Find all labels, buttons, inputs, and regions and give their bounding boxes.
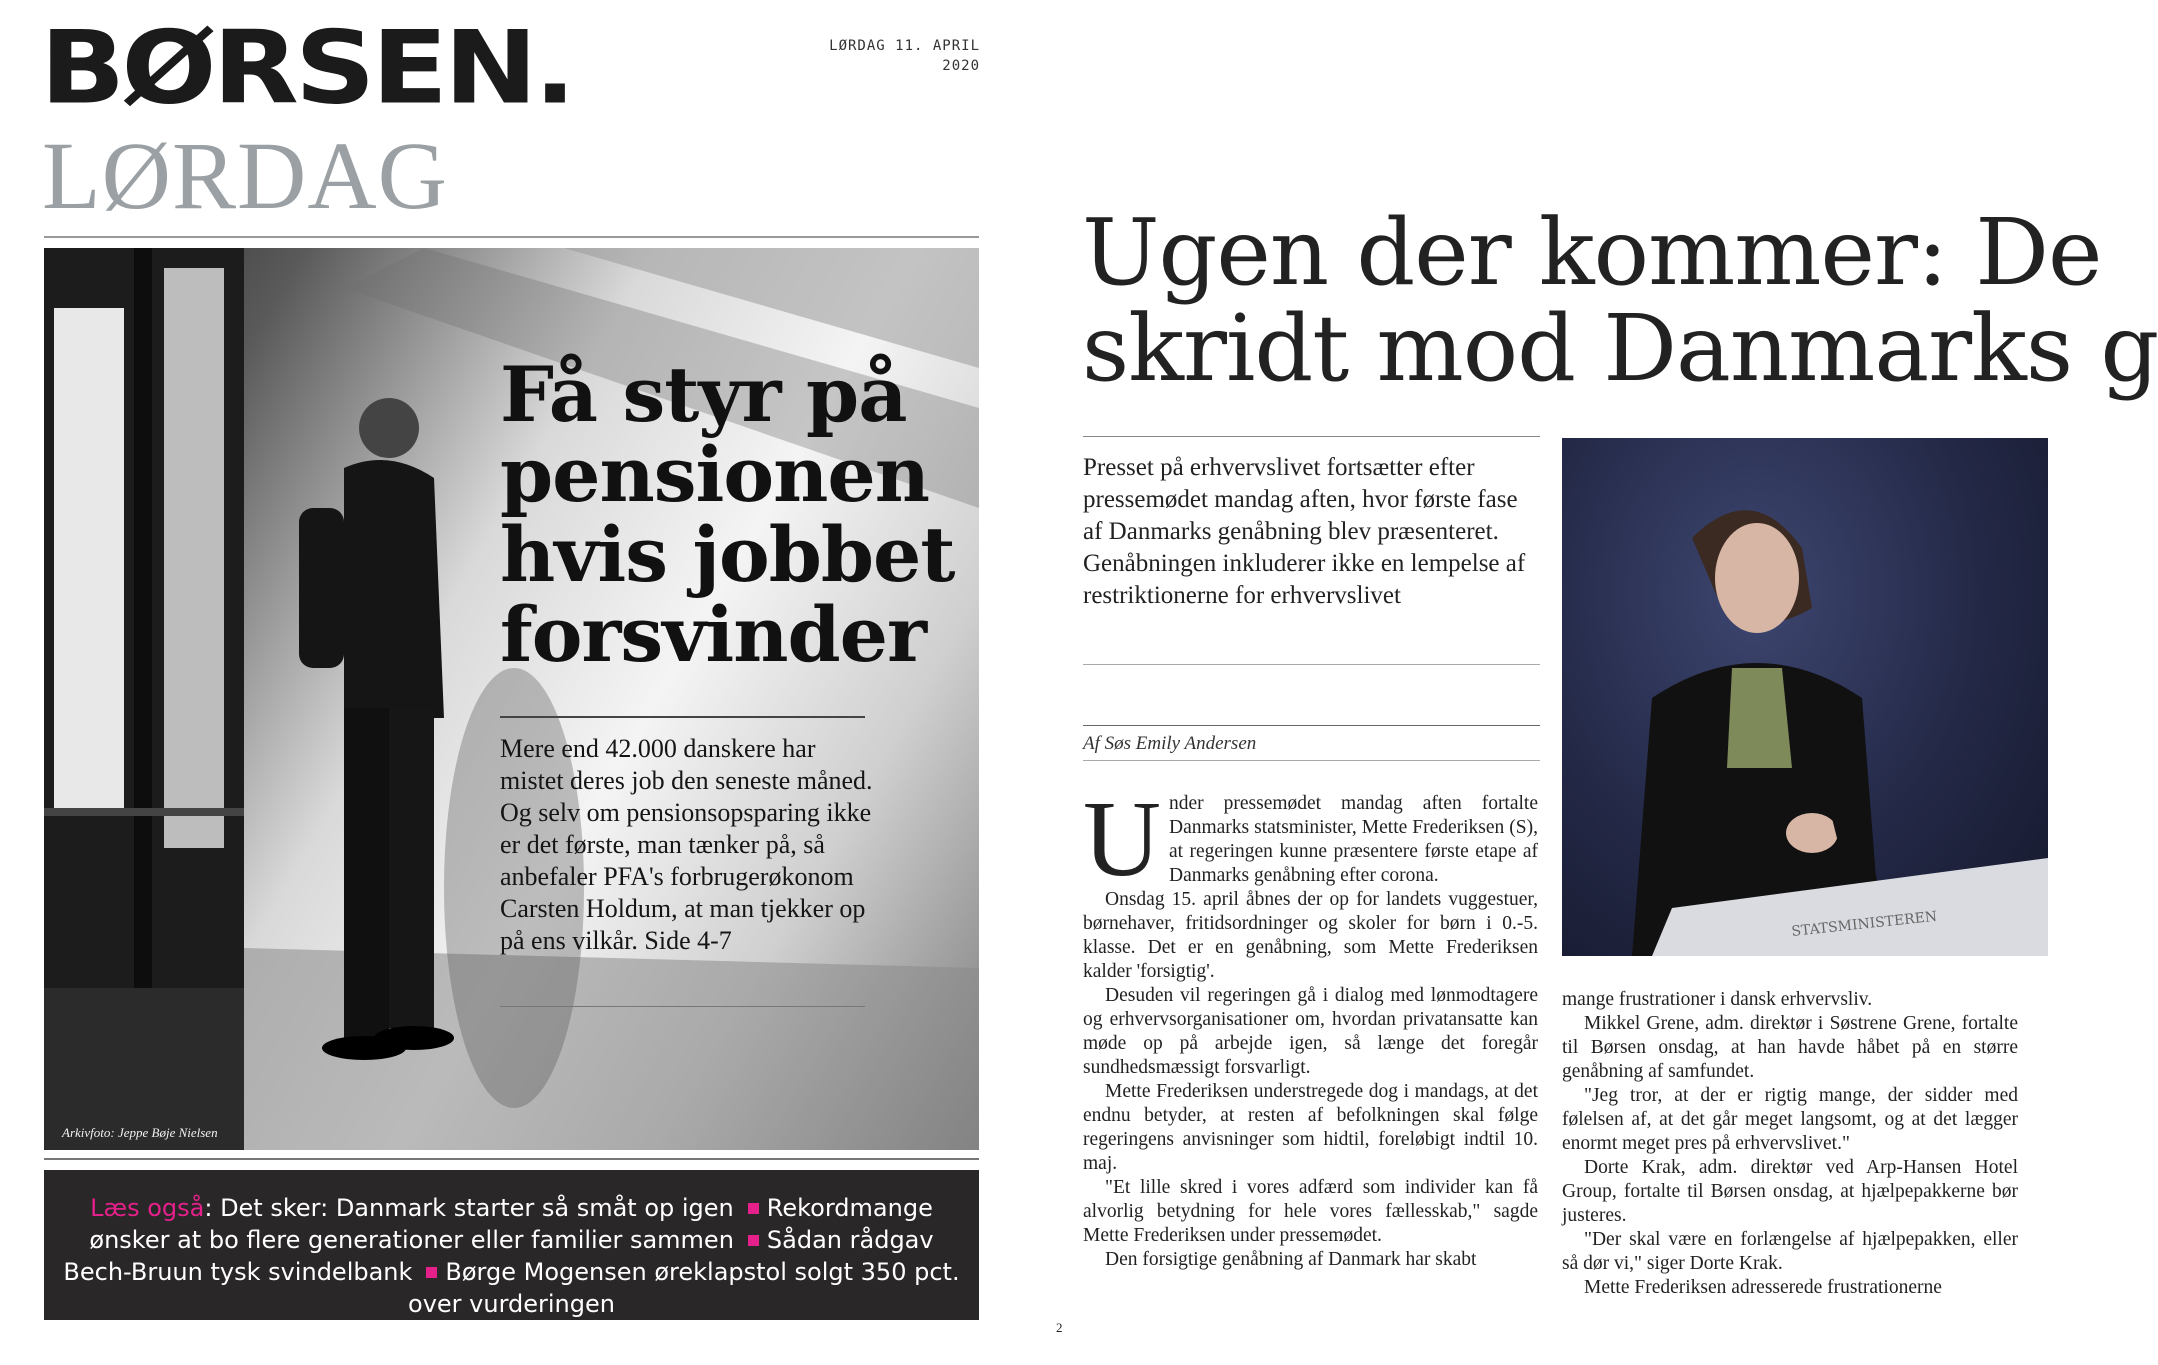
teaser-rule bbox=[44, 1158, 979, 1160]
byline-rule-bottom bbox=[1083, 760, 1540, 761]
col1-paragraph: Mette Frederiksen understregede dog i mandags, at det endnu betyder, at resten af befolkningen skal følge regeringens anvisninger som hidtil, foreløbigt indtil 10. maj. bbox=[1083, 1081, 1538, 1174]
col2-paragraph: "Der skal være en forlængelse af hjælpepakken, eller så dør vi," siger Dorte Krak. bbox=[1562, 1229, 2018, 1274]
teaser-box bbox=[44, 1170, 979, 1320]
col2-paragraph: Mikkel Grene, adm. direktør i Søstrene Grene, fortalte til Børsen onsdag, at han havde håbet på en større genåbning af samfundet. bbox=[1562, 1013, 2018, 1082]
article-photo bbox=[1562, 438, 2048, 956]
col1-paragraph: Desuden vil regeringen gå i dialog med lønmodtagere og erhvervsorganisationer om, hvordan privatansatte kan møde op på arbejde igen, så længe det foregår sundhedsmæssigt forsvarligt. bbox=[1083, 985, 1538, 1078]
drop-cap: U bbox=[1083, 780, 1161, 899]
article-byline: Af Søs Emily Andersen bbox=[1083, 733, 1257, 754]
photo-credit: Arkivfoto: Jeppe Bøje Nielsen bbox=[62, 1125, 218, 1140]
masthead-rule bbox=[44, 236, 979, 238]
cover-headline[interactable]: Få styr på pensionen hvis jobbet forsvinder bbox=[500, 350, 955, 679]
bullet-square-icon bbox=[748, 1203, 759, 1214]
teaser-link-4[interactable]: Børge Mogensen øreklapstol solgt 350 pct. over vurderingen bbox=[408, 1258, 960, 1318]
col2-paragraph: "Jeg tror, at der er rigtig mange, der sidder med følelsen af, at det går meget langsomt, og at det lægger enormt meget pres på erhvervslivet." bbox=[1562, 1085, 2018, 1154]
col1-paragraph-text: nder pressemødet mandag aften fortalte Danmarks statsminister, Mette Frederiksen (S), at regeringen kunne præsentere første etape af Danmarks genåbning efter corona. bbox=[1169, 793, 1538, 886]
col2-paragraph: Dorte Krak, adm. direktør ved Arp-Hansen Hotel Group, fortalte til Børsen onsdag, at hjælpepakkerne bør justeres. bbox=[1562, 1157, 2018, 1226]
teaser-link-2[interactable]: Rekordmange ønsker at bo flere generationer eller familier sammen bbox=[89, 1194, 933, 1254]
col1-paragraph: Onsdag 15. april åbnes der op for landets vuggestuer, børnehaver, fritidsordninger og skoler for børn i 0.-5. klasse. Det er en genåbning, som Mette Frederiksen kalder 'forsigtig'. bbox=[1083, 889, 1538, 982]
col1-paragraph: "Et lille skred i vores adfærd som individer kan få alvorlig betydning for hele vores fællesskab," sagde Mette Frederiksen under pressemødet. bbox=[1083, 1177, 1538, 1246]
issue-date-line1: LØRDAG 11. APRIL bbox=[829, 38, 980, 54]
col1-paragraph bbox=[1083, 780, 1538, 899]
article-column-2 bbox=[1562, 988, 2018, 1300]
col2-paragraph: Mette Frederiksen adresserede frustrationerne bbox=[1584, 1277, 1942, 1298]
article-headline-line1: Ugen der kommer: De bbox=[1082, 199, 2102, 306]
article-headline[interactable] bbox=[1082, 199, 2158, 402]
intro-rule-top bbox=[1083, 436, 1540, 437]
teaser-link-1[interactable]: Det sker: Danmark starter så småt op igen bbox=[220, 1194, 734, 1222]
cover-deck: Mere end 42.000 danskere har mistet deres job den seneste måned. Og selv om pensionsopsparing ikke er det første, man tænker på, så anbefaler PFA's forbrugerøkonom Carsten Holdum, at man tjekker op på ens vilkår. Side 4-7 bbox=[500, 734, 873, 955]
col1-paragraph: Den forsigtige genåbning af Danmark har skabt bbox=[1105, 1249, 1477, 1270]
podium-text: STATSMINISTEREN bbox=[1790, 908, 1938, 940]
article-photo-illustration bbox=[1562, 438, 2048, 956]
teaser-link-3[interactable]: Sådan rådgav Bech-Bruun tysk svindelbank bbox=[63, 1226, 934, 1286]
intro-rule-bottom bbox=[1083, 664, 1540, 665]
article-headline-line2: skridt mod Danmarks g bbox=[1082, 295, 2158, 402]
article-intro: Presset på erhvervslivet fortsætter efter pressemødet mandag aften, hvor første fase af Danmarks genåbning blev præsenteret. Genåbningen inkluderer ikke en lempelse af restriktionerne for erhvervslivet bbox=[1083, 454, 1526, 609]
masthead-logo: BØRSEN. bbox=[40, 9, 573, 127]
teaser-colon: : bbox=[204, 1194, 221, 1222]
issue-date-line2: 2020 bbox=[942, 58, 980, 74]
col2-paragraph: mange frustrationer i dansk erhvervsliv. bbox=[1562, 989, 1873, 1010]
byline-rule-top bbox=[1083, 725, 1540, 726]
article-column-1 bbox=[1083, 780, 1538, 1272]
teaser-lead: Læs også bbox=[90, 1194, 205, 1222]
masthead-subtitle: LØRDAG bbox=[42, 122, 448, 229]
bullet-square-icon bbox=[748, 1235, 759, 1246]
issue-date bbox=[800, 36, 980, 76]
page-number: 2 bbox=[1056, 1320, 1063, 1335]
bullet-square-icon bbox=[426, 1267, 437, 1278]
